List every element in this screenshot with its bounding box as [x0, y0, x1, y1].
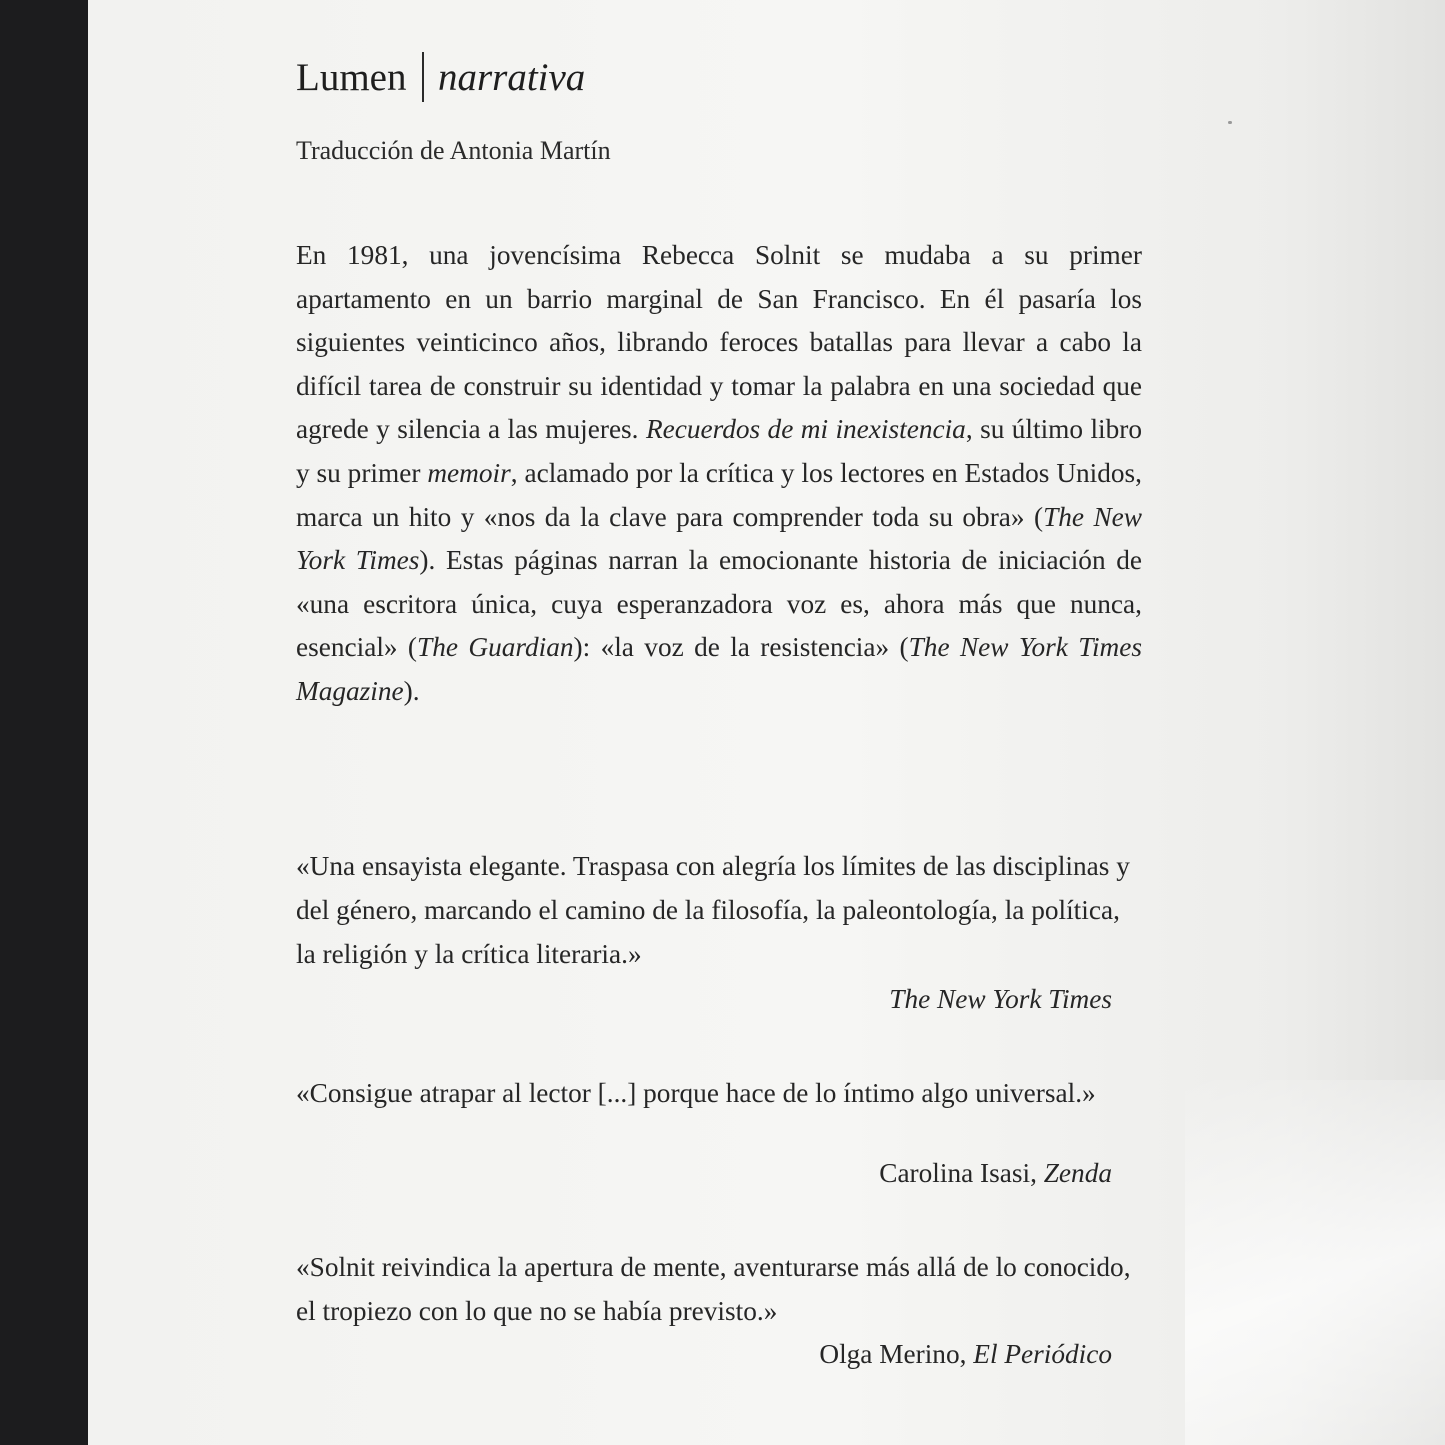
- quote-source: El Periódico: [973, 1339, 1112, 1369]
- source-title: The New York Times Magazine: [296, 632, 1143, 706]
- publisher-logo: [296, 52, 585, 103]
- review-quote: [296, 844, 1142, 976]
- book-blurb: [296, 234, 1142, 714]
- quote-text: «Una ensayista elegante. Traspasa con alegría los límites de las disciplinas y del género, marcando el camino de la filosofía, la paleontología, la política, la religión y la crítica literaria.»: [296, 851, 1130, 969]
- quote-attribution: Carolina Isasi, Zenda: [879, 1158, 1112, 1188]
- quote-attribution: Olga Merino, El Periódico: [819, 1339, 1112, 1369]
- review-quote: [296, 1245, 1142, 1333]
- imprint-name: Lumen: [296, 56, 407, 99]
- collection-name: narrativa: [437, 56, 586, 99]
- logo-divider: [422, 52, 424, 102]
- translator-credit: Traducción de Antonia Martín: [296, 136, 611, 165]
- quote-text: «Solnit reivindica la apertura de mente, aventurarse más allá de lo conocido, el tropiezo con lo que no se había previsto.»: [296, 1252, 1131, 1326]
- quote-source: Zenda: [1043, 1158, 1112, 1188]
- book-title: Recuerdos de mi inexistencia: [645, 414, 966, 445]
- quote-text: «Consigue atrapar al lector [...] porque hace de lo íntimo algo universal.»: [296, 1078, 1096, 1108]
- review-quote: [296, 1071, 1142, 1115]
- quote-attribution: [889, 984, 1112, 1015]
- speck: [1228, 121, 1232, 124]
- book-back-cover: [88, 0, 1445, 1445]
- source-title: The Guardian: [417, 632, 574, 663]
- blurb-paragraph: En 1981, una jovencísima Rebecca Solnit se mudaba a su primer apartamento en un barrio marginal de San Francisco. En él pasaría los siguientes veinticinco años, librando feroces batallas para llevar a cabo la difícil tarea de construir su identidad y tomar la palabra en una sociedad que agrede y silencia a las mujeres. Recuerdos de mi inexistencia, su último libro y su primer memoir, aclamado por la crítica y los lectores en Estados Unidos, marca un hito y «nos da la clave para comprender toda su obra» (The New York Times). Estas páginas narran la emocionante historia de iniciación de «una escritora única, cuya esperanzadora voz es, ahora más que nunca, esencial» (The Guardian): «la voz de la resistencia» (The New York Times Magazine).: [296, 240, 1143, 706]
- quote-source: The New York Times: [889, 984, 1112, 1014]
- source-title: The New York Times: [296, 501, 1142, 576]
